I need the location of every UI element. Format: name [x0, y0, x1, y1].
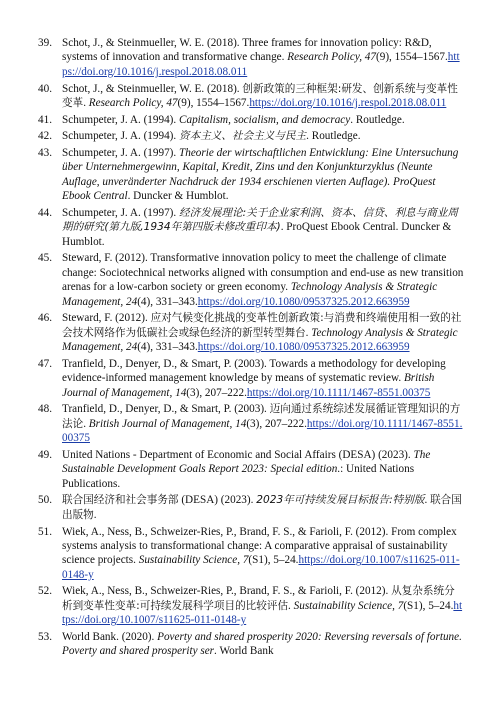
reference-segment: (S1), 5–24. [248, 554, 299, 567]
reference-title-italic: Theorie der wirtschaftlichen Entwicklung: Eine Untersuchung über Unternehmergewinn, Kapital, Kredit, Zins und den Konjunkturzyklus (Neunte Auflage, unveränderter Nachdruck der 1934 erschienen vierten Auflage). ProQuest Ebook Central [62, 147, 459, 203]
reference-item [38, 206, 464, 249]
reference-list [38, 36, 464, 661]
doi-link[interactable]: https://doi.org/10.1007/s11625-011-0148-y [62, 554, 460, 581]
reference-item [38, 251, 464, 309]
reference-text [62, 494, 462, 520]
reference-item [38, 630, 464, 659]
reference-segment: (3), 207–222. [246, 417, 307, 430]
reference-segment: (4), 331–343. [137, 295, 198, 308]
reference-text [62, 526, 460, 581]
reference-segment: (S1), 5–24. [403, 599, 454, 612]
reference-title-italic: Research Policy, 47 [287, 51, 376, 64]
reference-item [38, 448, 464, 491]
reference-segment: Wiek, A., Ness, B., Schweizer-Ries, P., Brand, F. S., & Farioli, F. (2012). [62, 585, 392, 598]
reference-item [38, 129, 464, 143]
reference-segment: . [83, 417, 89, 430]
reference-segment: . [83, 96, 89, 109]
reference-segment: Schumpeter, J. A. (1997). [62, 147, 180, 160]
reference-text [62, 147, 458, 202]
reference-number: 45. [38, 252, 52, 265]
reference-number: 52. [38, 585, 52, 598]
reference-title-italic: Research Policy, 47 [88, 96, 178, 109]
doi-link[interactable]: https://doi.org/10.1111/1467-8551.00375 [62, 417, 463, 445]
doi-link[interactable]: https://doi.org/10.1016/j.respol.2018.08.011 [249, 96, 447, 109]
reference-chinese-text: 应对气候变化挑战的变革性创新政策:与消费和终端使用相一致的社会技术网络作为低碳社会或绿色经济的新型转型舞台 [62, 312, 462, 339]
reference-title-italic: Sustainability Science, 7 [293, 599, 404, 612]
reference-segment: . [288, 599, 294, 612]
reference-text [62, 403, 462, 444]
reference-title-italic: The Sustainable Development Goals Report 2023: Special edition [62, 448, 431, 476]
reference-text [62, 312, 461, 353]
reference-chinese-text: 2023年可持续发展目标报告:特别版 [256, 494, 425, 507]
reference-segment: (9), 1554–1567. [376, 51, 448, 64]
reference-chinese-text: 资本主义、社会主义与民主 [179, 130, 307, 143]
reference-text [62, 585, 462, 626]
reference-number: 53. [38, 631, 52, 643]
reference-number: 40. [38, 82, 52, 95]
doi-link[interactable]: https://doi.org/10.1007/s11625-011-0148-y [62, 599, 463, 627]
reference-segment: .: United Nations Publications. [62, 463, 415, 490]
reference-segment: Tranfield, D., Denyer, D., & Smart, P. (2003). Towards a methodology for developing evidence-informed management knowledge by means of systematic review. [62, 357, 446, 385]
reference-title-italic: British Journal of Management, 14 [88, 417, 247, 430]
reference-title-italic: Capitalism, socialism, and democracy [179, 113, 351, 126]
reference-number: 46. [38, 312, 52, 325]
reference-item [38, 402, 464, 445]
reference-chinese-text: 联合国出版物 [62, 494, 462, 521]
reference-title-italic: Sustainability Science, 7 [138, 554, 249, 567]
reference-segment: . Routledge. [350, 113, 405, 126]
reference-segment: . [424, 494, 431, 507]
reference-number: 49. [38, 448, 52, 461]
doi-link[interactable]: https://doi.org/10.1080/09537325.2012.663959 [197, 341, 410, 354]
reference-text [62, 130, 361, 142]
reference-number: 50. [38, 494, 52, 507]
reference-segment: Schumpeter, J. A. (1997). [62, 206, 180, 219]
reference-segment: Wiek, A., Ness, B., Schweizer-Ries, P., Brand, F. S., & Farioli, F. (2012). From complex systems analysis to transformational change: A comparative appraisal of sustainability science projects. [62, 525, 457, 567]
reference-segment: . ProQuest Ebook Central. Duncker & Humblot. [62, 221, 452, 248]
reference-segment: Schumpeter, J. A. (1994). [62, 113, 180, 126]
reference-item [38, 82, 464, 111]
reference-item [38, 357, 464, 400]
reference-segment: . [93, 508, 97, 521]
reference-segment: United Nations - Department of Economic and Social Affairs (DESA) (2023). [62, 448, 414, 461]
reference-item [38, 584, 464, 627]
reference-item [38, 113, 464, 127]
reference-segment: Schumpeter, J. A. (1994). [62, 130, 180, 143]
reference-segment: (9), 1554–1567. [177, 96, 250, 109]
reference-segment: (3), 207–222. [186, 386, 247, 399]
doi-link[interactable]: https://doi.org/10.1080/09537325.2012.663959 [197, 295, 410, 308]
reference-number: 48. [38, 403, 52, 416]
reference-segment: Schot, J., & Steinmueller, W. E. (2018). Three frames for innovation policy: R&D, systems of innovation and transformative change. [62, 37, 432, 64]
reference-text [62, 252, 463, 307]
reference-chinese-text: 从复杂系统分析到变革性变革:可持续发展科学项目的比较评估 [62, 585, 455, 612]
reference-chinese-text: 创新政策的三种框架:研发、创新系统与变革性变革 [62, 82, 458, 109]
reference-segment: Schot, J., & Steinmueller, W. E. (2018). [62, 82, 243, 95]
reference-title-italic: Technology Analysis & Strategic Management, 24 [62, 326, 458, 354]
doi-link[interactable]: https://doi.org/10.1111/1467-8551.00375 [246, 386, 431, 399]
reference-item [38, 525, 464, 583]
reference-chinese-text: 迈向通过系统综述发展循证管理知识的方法论 [62, 403, 461, 430]
reference-number: 42. [38, 130, 52, 143]
reference-item [38, 493, 464, 522]
reference-segment: . Routledge. [306, 130, 361, 143]
reference-text [62, 114, 405, 126]
reference-text [62, 358, 446, 399]
reference-title-italic: Poverty and shared prosperity 2020: Reversing reversals of fortune. Poverty and shared prosperity ser [62, 631, 462, 658]
doi-link[interactable]: https://doi.org/10.1016/j.respol.2018.08.011 [62, 51, 460, 78]
reference-number: 39. [38, 37, 52, 49]
reference-chinese-text: 联合国经济和社会事务部 [62, 494, 179, 507]
reference-segment: (DESA) (2023). [178, 494, 257, 507]
reference-text [62, 207, 458, 248]
reference-number: 47. [38, 357, 52, 370]
reference-item [38, 311, 464, 354]
reference-item [38, 146, 464, 204]
reference-text [62, 449, 430, 490]
reference-title-italic: British Journal of Management, 14 [62, 372, 435, 399]
reference-number: 43. [38, 147, 52, 160]
reference-item [38, 36, 464, 79]
reference-segment: Steward, F. (2012). [62, 312, 151, 325]
reference-text [62, 37, 460, 78]
reference-segment: (4), 331–343. [137, 341, 198, 354]
reference-text [62, 631, 462, 657]
reference-chinese-text: 经济发展理论:关于企业家利润、资本、信贷、利息与商业周期的研究(第九版,1934年第四版未修改重印本) [62, 206, 459, 234]
reference-number: 51. [38, 525, 52, 538]
reference-number: 44. [38, 206, 52, 219]
reference-segment: . Duncker & Humblot. [127, 190, 229, 203]
reference-segment: World Bank. (2020). [62, 631, 158, 643]
reference-segment: Steward, F. (2012). Transformative innovation policy to meet the challenge of climate change: Sociotechnical networks aligned with consumption and end-use as new transition arenas for a low-carbon society or green economy. [62, 252, 464, 294]
reference-segment: Tranfield, D., Denyer, D., & Smart, P. (2003). [62, 403, 270, 416]
reference-number: 41. [38, 113, 52, 126]
reference-segment: . World Bank [214, 645, 274, 658]
reference-title-italic: Technology Analysis & Strategic Management, 24 [62, 281, 438, 308]
reference-text [62, 83, 458, 109]
reference-segment: . [305, 326, 312, 339]
